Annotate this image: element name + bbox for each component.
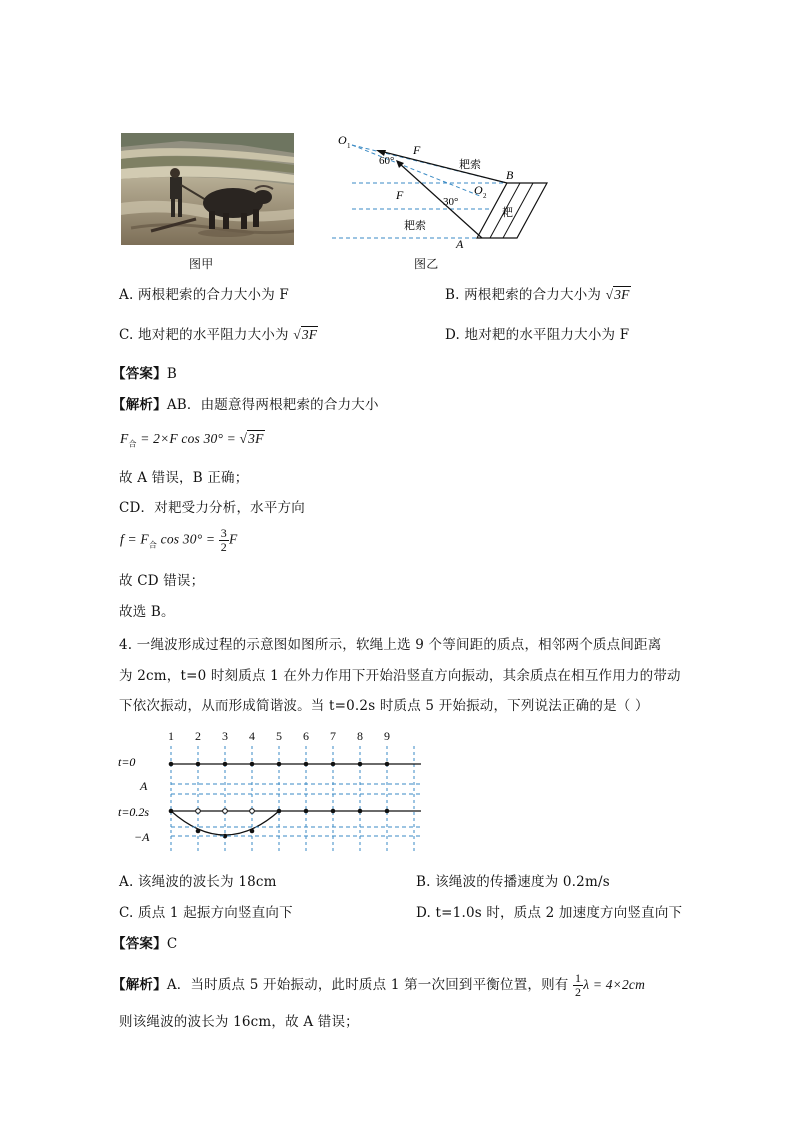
figure-jia-photo [121,133,294,245]
eq2-sub: 合 [148,540,158,550]
ploughing-photo [121,133,294,245]
label-t02: t=0.2s [118,805,150,819]
q3-analysis-text-1: AB．由题意得两根耙索的合力大小 [166,397,379,413]
q4-stem-line-1: 4. 一绳波形成过程的示意图如图所示，软绳上选 9 个等间距的质点，相邻两个质点间距离 [119,637,662,653]
q3-answer-tag: 【答案】 [112,366,167,382]
label-o2-sub: 2 [483,192,487,200]
q4-answer [112,935,177,953]
rope-wave-svg [116,726,426,856]
eq1-f: F [120,431,129,446]
label-f-left: F [396,188,404,202]
eq2-fraction: $\frac{3}{2}$ [220,526,227,554]
label-rope-top: 耙索 [459,158,481,171]
q4-stem-line-2: 为 2cm，t=0 时刻质点 1 在外力作用下开始沿竖直方向振动，其余质点在相互作用力的带动 [119,668,681,684]
q3-equation-2 [120,527,237,554]
point-label-6: 6 [303,729,309,743]
q4-half-fraction: $\frac{1}{2}$ [575,971,582,999]
point-label-7: 7 [330,729,336,743]
q3-conclusion-1: 故 A 错误，B 正确； [119,470,249,486]
q4-analysis-1 [112,972,645,999]
figure-yi-caption: 图乙 [414,257,439,271]
q3-option-b-text: B. 两根耙索的合力大小为 [445,287,602,303]
q3-analysis-1 [112,396,379,414]
eq2-f: f = F [120,531,149,547]
point-label-5: 5 [276,729,282,743]
label-a: A [456,237,464,251]
eq2-mid: cos 30° = [157,531,216,547]
q4-analysis-tag: 【解析】 [112,977,167,993]
eq1-mid: = 2×F cos 30° = [136,431,236,446]
point-label-2: 2 [195,729,201,743]
eq1-sqrt: √3F [239,431,264,446]
q3-answer-value: B [166,366,177,382]
label-amp-pos: A [140,779,148,793]
q4-option-b: B. 该绳波的传播速度为 0.2m/s [416,874,610,890]
rope-wave-figure [116,726,426,856]
q3-equation-1 [120,430,265,454]
label-amp-neg: −A [134,830,150,844]
q3-option-d: D. 地对耙的水平阻力大小为 F [445,327,630,343]
q3-answer [112,365,177,383]
q3-analysis-tag: 【解析】 [112,397,167,413]
q4-analysis-text: A．当时质点 5 开始振动，此时质点 1 第一次回到平衡位置，则有 [166,977,569,993]
q4-analysis-2: 则该绳波的波长为 16cm，故 A 错误； [119,1014,359,1030]
label-harrow: 耙 [502,206,513,219]
q4-option-c: C. 质点 1 起振方向竖直向下 [119,905,293,921]
q4-analysis-eq: λ = 4×2cm [583,977,646,992]
q3-option-c-text: C. 地对耙的水平阻力大小为 [119,327,289,343]
label-o1: O [338,133,347,147]
label-b: B [506,168,514,182]
q3-analysis-2: CD．对耙受力分析，水平方向 [119,500,305,516]
q4-answer-tag: 【答案】 [112,936,167,952]
q4-option-d: D. t=1.0s 时，质点 2 加速度方向竖直向下 [416,905,683,921]
eq1-sub: 合 [128,439,137,449]
point-label-3: 3 [222,729,228,743]
q3-option-b [445,286,631,304]
force-diagram [332,128,554,252]
label-o2: O [474,183,483,197]
label-f-top: F [413,143,421,157]
point-label-4: 4 [249,729,255,743]
point-label-8: 8 [357,729,363,743]
label-angle-30: 30° [443,196,459,208]
q3-final: 故选 B。 [119,604,175,620]
q3-option-a: A. 两根耙索的合力大小为 F [119,287,289,303]
point-label-1: 1 [168,729,174,743]
q3-option-b-math: √3F [605,287,630,302]
q4-answer-value: C [166,936,178,952]
label-o1-sub: 1 [347,142,351,150]
point-label-9: 9 [384,729,390,743]
q3-option-c-math: √3F [293,327,318,342]
q4-option-a: A. 该绳波的波长为 18cm [119,874,277,890]
figure-yi-diagram [332,128,554,252]
eq2-right: F [228,531,238,547]
q3-option-c [119,326,318,344]
label-rope-bottom: 耙索 [404,219,426,232]
figure-jia-caption: 图甲 [189,257,214,271]
label-t0: t=0 [118,755,136,769]
label-angle-60: 60° [379,155,395,167]
q4-stem-line-3: 下依次振动，从而形成简谐波。当 t=0.2s 时质点 5 开始振动，下列说法正确的是（ ） [119,698,649,714]
q3-conclusion-2: 故 CD 错误； [119,573,205,589]
